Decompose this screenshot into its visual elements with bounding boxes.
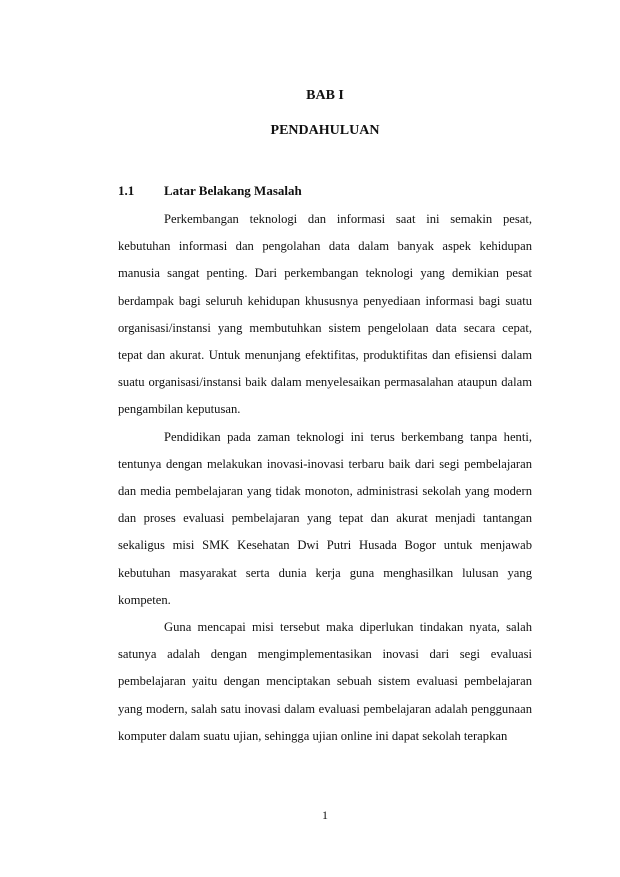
paragraph: Perkembangan teknologi dan informasi saat ini semakin pesat, kebutuhan informasi dan pengolahan data dalam banyak aspek kehidupan manusia sangat penting. Dari perkembangan teknologi yang demikian pesat berdampak bagi seluruh kehidupan khususnya penyediaan informasi bagi suatu organisasi/instansi yang membutuhkan sistem pengelolaan data secara cepat, tepat dan akurat. Untuk menunjang efektifitas, produktifitas dan efisiensi dalam suatu organisasi/instansi baik dalam menyelesaikan permasalahan ataupun dalam pengambilan keputusan.	[118, 212, 532, 417]
chapter-label: BAB I	[306, 88, 344, 103]
page-number: 1	[322, 808, 328, 822]
section-heading	[118, 183, 302, 199]
paragraph: Pendidikan pada zaman teknologi ini terus berkembang tanpa henti, tentunya dengan melakukan inovasi-inovasi terbaru baik dari segi pembelajaran dan media pembelajaran yang tidak monoton, administrasi sekolah yang modern dan proses evaluasi pembelajaran yang tepat dan akurat menjadi tantangan sekaligus misi SMK Kesehatan Dwi Putri Husada Bogor untuk menjawab kebutuhan masyarakat serta dunia kerja guna menghasilkan lulusan yang kompeten.	[118, 429, 532, 607]
chapter-title: PENDAHULUAN	[270, 123, 380, 138]
section-number: 1.1	[118, 183, 135, 198]
section-title: Latar Belakang Masalah	[164, 183, 302, 198]
body-text	[118, 206, 532, 750]
paragraph: Guna mencapai misi tersebut maka diperlukan tindakan nyata, salah satunya adalah dengan mengimplementasikan inovasi dari segi evaluasi pembelajaran yaitu dengan menciptakan sebuah sistem evaluasi pembelajaran yang modern, salah satu inovasi dalam evaluasi pembelajaran adalah penggunaan komputer dalam suatu ujian, sehingga ujian online ini dapat sekolah terapkan	[118, 620, 532, 743]
